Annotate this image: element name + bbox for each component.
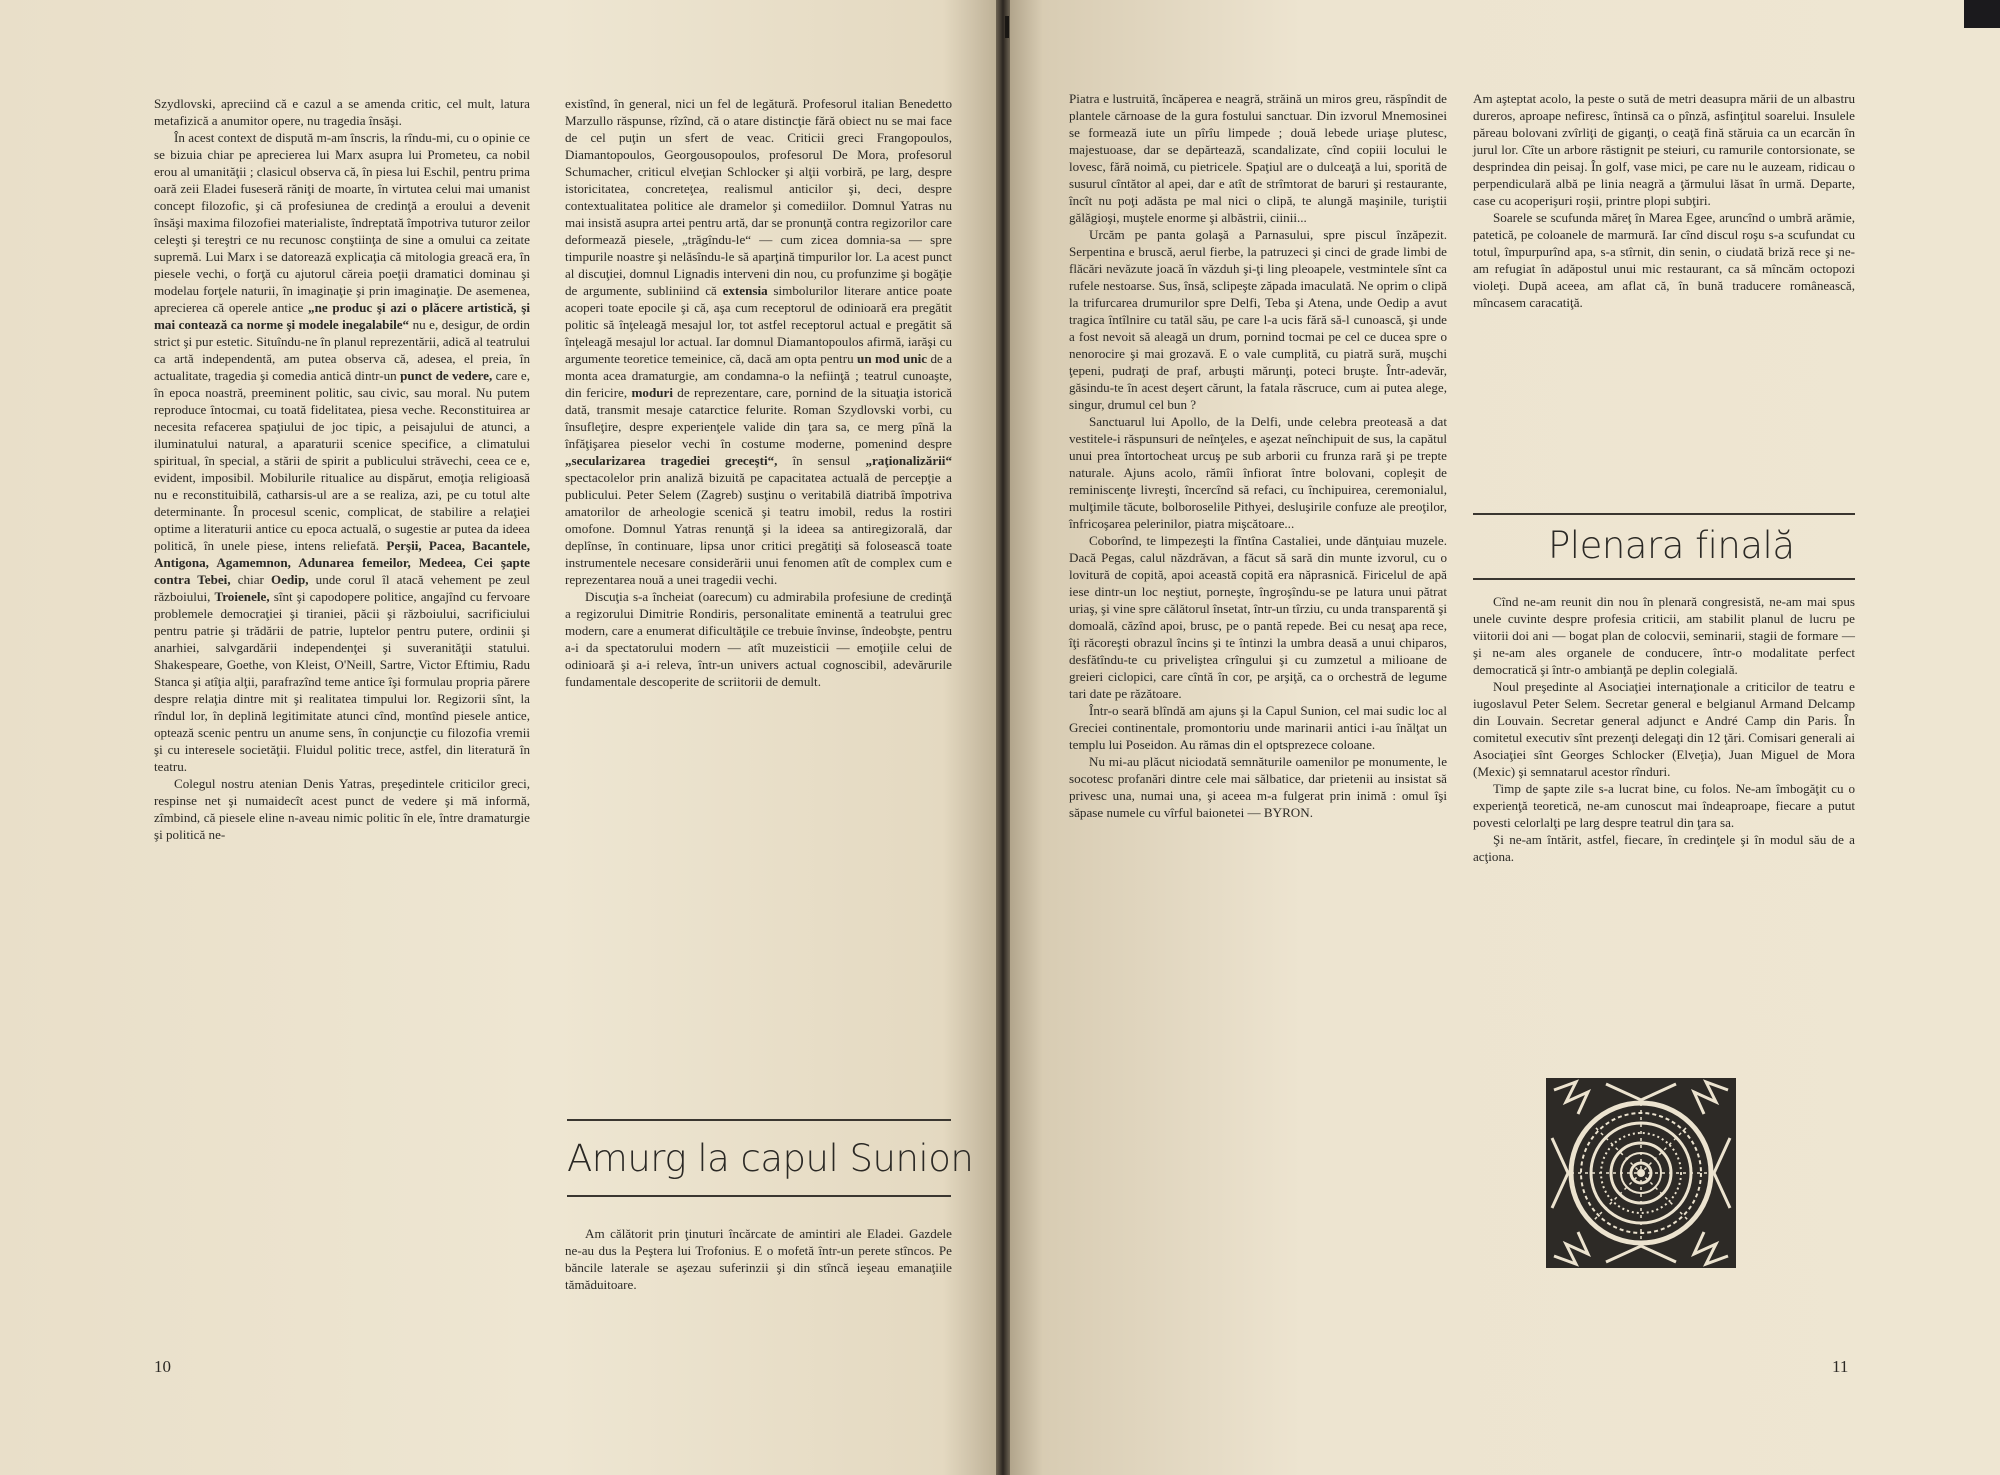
page-number-right: 11 — [1832, 1357, 1849, 1376]
text-run: nu e, desigur, de ordin strict şi pur estetic. Situîndu-ne în planul reprezentării, adică al teatrului ca artă independentă, am putea observa că, adesea, el preia, în actualitate, tragedia şi comedia antică dintr-un — [154, 317, 530, 383]
paragraph: Urcăm pe panta golaşă a Parnasului, spre piscul înzăpezit. Serpentina e bruscă, aerul fierbe, la patruzeci şi cinci de grade limbi de flăcări nevăzute joacă în văzduh şi-ţi ling pleoapele, vestmintele sînt ca rufele nestoarse. Sus, însă, sclipeşte zăpada imaculată. Ne oprim o clipă la trifurcarea drumurilor spre Delfi, Teba şi Atena, unde Oedip a avut tragica întîlnire cu tatăl său, pe care l-a ucis fără să-l cunoască, şi unde a fost nevoit să aleagă un drum, pornind tocmai pe cel ce ducea spre o nenorocire şi mai grozavă. E o vale cumplită, cu piatră sură, muşchi ţepeni, pudraţi de praf, arbuşti mărunţi, poteci bruşte. Într-adevăr, găsindu-te în acest deşert cărunt, la fatala răscruce, cum ai putea alege, singur, drumul cel bun ? — [1069, 227, 1447, 412]
section-heading-plenara: Plenara finală — [1548, 524, 1795, 567]
paragraph — [154, 129, 530, 775]
text-run: În acest context de dispută m-am înscris, la rîndu-mi, cu o opinie ce se bizuia chiar pe aprecierea lui Marx asupra lui Prometeu, ca nobil erou al umanităţii ; clasicul observa că, în piesa lui Eschil, pentru prima oară zeii Eladei fuseseră răniţi de moarte, în virtutea celui mai umanist concept filozofic, şi că profesiunea de credinţă a eroului a devenit însăşi maxima filozofiei materialiste, îndreptată împotriva tuturor zeilor celeşti şi tereştri ce nu recunosc conştiinţa de sine a omului ca zeitate supremă. Lui Marx i se datorează explicaţia că mitologia greacă era, în piesele vechi, o forţă cu ajutorul căreia poeţii dramatici dominau şi modelau forţele naturii, în imaginaţie şi prin imaginaţie. De asemenea, aprecierea că operele antice — [154, 130, 530, 315]
page-number-left: 10 — [154, 1357, 171, 1376]
text-run: în sensul — [792, 453, 851, 468]
right-column-2 — [1473, 90, 1855, 311]
bold-title: Troienele, — [214, 589, 270, 604]
book-binding — [996, 0, 1010, 1475]
paragraph — [565, 95, 952, 588]
paragraph: Am aşteptat acolo, la peste o sută de metri deasupra mării de un albastru dureros, aproape nefiresc, întinsă ca o pînză, asfinţitul soarelui. Insulele păreau bolovani zvîrliţi de giganţi, o ceaţă fină stăruia ca un ecarcăn în jurul lor. Cîte un arbore răstignit pe steiuri, cu ramurile contorsionate, se desprindea din peisaj. În golf, vase mici, pe care nu le auzeam, ridicau o perpendiculară albă pe linia neagră a ţărmului lăsat în urmă. Departe, case cu acoperişuri roşii, printre plopi subţiri. — [1473, 91, 1855, 208]
text-run: spectacolelor prin analiză bizuită pe capacitatea actuală de percepţie a publicului. Peter Selem (Zagreb) susţinu o veritabilă diatribă împotriva amatorilor de arheologie scenică şi teatru imobil, redus la rostiri omofone. Domnul Yatras renunţă şi la ideea sa antiregizorală, dar deplînse, în continuare, lipsa unor critici pregătiţi să folosească toate instrumentele necesare considerării unui fenomen atît de complex cum e reprezentarea nouă a unei tragedii vechi. — [565, 470, 952, 587]
text-run: sînt şi capodopere politice, angajînd cu fervoare problemele democraţiei şi tiraniei, păcii şi războiului, sacrificiului pentru patrie şi trădării de patrie, luptelor pentru putere, ordinii şi anarhiei, salvgardării independenţei şi suveranităţii statului. Shakespeare, Goethe, von Kleist, O'Neill, Sartre, Victor Eftimiu, Radu Stanca şi atîţia alţii, parafrazînd teme antice îşi formulau propria părere despre relaţia dintre mit şi realitatea timpului lor. Regizorii sînt, la rîndul lor, în deplină legitimitate atunci cînd, montînd piesele antice, optează scenic pentru un anume sens, în conjuncţie cu filozofia vremii şi cu interesele societăţii. Fluidul politic trece, astfel, din literatură în teatru. — [154, 589, 530, 774]
bold-titles: Perşii, Pacea, Bacantele, Antigona, Agamemnon, Adunarea femeilor, Medeea, Cei şapte contra Tebei, — [154, 538, 530, 587]
text-run: care e, în epoca noastră, preeminent politic, sau civic, sau moral. Nu putem reproduce întocmai, cu toată fidelitatea, piesa veche. Reconstituirea ar necesita refacerea spaţiului de joc tipic, a peisajului de atunci, a iluminatului natural, a aparaturii scenice specifice, a climatului spiritual, în special, a stării de spirit a publicului străvechi, ceea ce e, evident, imposibil. Mobilurile ritualice au dispărut, emoţia religioasă nu e reconstituibilă, catharsis-ul are a se realiza, azi, pe cu totul alte determinante. În procesul scenic, complicat, de stabilire a relaţiei optime a literaturii antice cu epoca actuală, o sugestie ar putea da ideea politică, în unele piese, intens reliefată. — [154, 368, 530, 553]
bold-quote: „ne produc şi azi o plăcere artistică, şi mai contează ca norme şi modele inegalabile“ — [154, 300, 530, 332]
paragraph: Noul preşedinte al Asociaţiei internaţionale a criticilor de teatru e iugoslavul Peter Selem. Secretar general e belgianul Armand Delcamp din Louvain. Secretar general adjunct e André Camp din Paris. În comitetul executiv sînt prezenţi delegaţi din 12 ţări. Comisari generali ai Asociaţiei sînt Georges Schlocker (Elveţia), Juan Miguel de Mora (Mexic) şi semnatarul acestor rînduri. — [1473, 679, 1855, 779]
text-run: existînd, în general, nici un fel de legătură. Profesorul italian Benedetto Marzullo răspunse, rîzînd, că o atare distincţie fără obiect nu se mai face de cel puţin un sfert de veac. Criticii greci Frangopoulos, Diamantopoulos, Georgousopoulos, profesorul De Mora, profesorul Schumacher, criticul elveţian Schlocker şi alţii vorbiră, pe larg, despre istoricitatea, concreteţea, realismul anticilor şi, deci, despre contextualitatea politice ale dramelor şi comediilor. Domnul Yatras nu mai insistă asupra artei pentru artă, dar se pronunţă contra regizorilor care deformează piesele, „trăgîndu-le“ — cum zicea domnia-sa — spre timpurile noastre şi nelăsîndu-le să aparţină timpurilor lor. La acest punct al discuţiei, domnul Lignadis interveni din nou, cu profunzime şi bogăţie de argumente, subliniind că — [565, 96, 952, 298]
paragraph: Sanctuarul lui Apollo, de la Delfi, unde celebra preoteasă a dat vestitele-i răspunsuri de neînţeles, e aşezat neînchipuit de sus, la capătul unui prea întortocheat urcuş pe sub arborii cu frunza rară şi pe trepte naturale. Ajuns acolo, rămîi înfiorat între bolovani, copleşit de reminiscenţe livreşti, încercînd să refaci, cu închipuirea, ceremonialul, mulţimile tăcute, bolboroselile Pithyei, desluşirile confuze ale preoţilor, înfricoşarea pelerinilor, piatra mişcătoare... — [1069, 414, 1447, 531]
bold-word: extensia — [722, 283, 768, 298]
paragraph: Colegul nostru atenian Denis Yatras, preşedintele criticilor greci, respinse net şi numaidecît acest punct de vedere şi mă informă, zîmbind, că piesele eline n-aveau nimic politic în ele, între dramaturgie şi politică ne- — [154, 776, 530, 842]
bold-title: Oedip, — [271, 572, 309, 587]
paragraph: Soarele se scufunda măreţ în Marea Egee, aruncînd o umbră arămie, patetică, pe coloanele de marmură. Iar cînd discul roşu s-a scufundat cu totul, împurpurînd apa, s-a stîrnit, din senin, o ciudată briză rece şi ne-am refugiat în adăpostul unui mic restaurant, ca să mîncăm octopozi violeţi. După aceea, am aflat că, în bună traducere românească, mîncasem caracatiţă. — [1473, 210, 1855, 310]
bold-word: moduri — [631, 385, 673, 400]
right-page — [1003, 0, 2000, 1475]
heading-rule-bottom — [1473, 578, 1855, 580]
text-run: simbolurilor literare antice poate acoperi toate epocile şi că, aşa cum receptorul de odinioară era pregătit politic să înţeleagă mesajul lor, tot astfel receptorul actual e pregătit să înţeleagă mesajul lor actual. Iar domnul Diamantopoulos afirmă, iarăşi cu argumente teoretice temeinice, că, dacă am opta pentru — [565, 283, 953, 366]
section-heading-amurg: Amurg la capul Sunion — [567, 1137, 974, 1180]
paragraph: Piatra e lustruită, încăperea e neagră, străină un miros greu, răspîndit de plantele cărnoase de la gura fostului sanctuar. Din izvorul Mnemosinei se formează iute un pîrîu limpede ; două lebede uriaşe plutesc, majestuoase, dar se depărtează, scandalizate, cînd copiii locului le lovesc, fără noimă, cu pietricele. Spaţiul are o dulceaţă a lui, sporită de susurul cîntător al apei, dar e atît de strîmtorat de baruri şi restaurante, încît nu poţi adăsta pe mal nici o clipă, te alungă maşinile, turiştii gălăgioşi, muştele enorme şi albăstrii, ciinii... — [1069, 91, 1447, 225]
binding-mark — [1005, 16, 1009, 38]
bold-phrase: un mod unic — [857, 351, 928, 366]
bold-phrase: „secularizarea tragediei greceşti“, — [565, 453, 778, 468]
greek-rosette-ornament-icon — [1546, 1078, 1736, 1268]
heading-rule-top — [1473, 513, 1855, 515]
paragraph: Discuţia s-a încheiat (oarecum) cu admirabila profesiune de credinţă a regizorului Dimitrie Rondiris, personalitate eminentă a teatrului grec modern, care a enumerat dificultăţile ce trebuie învinse, îndeobşte, pentru a-i da spectatorului modern — atît muzeisticii — emoţiile celui de odinioară şi a-i releva, într-un univers actual cognoscibil, adevărurile fundamentale descoperite de scriitorii de demult. — [565, 589, 952, 689]
paragraph: Cînd ne-am reunit din nou în plenară congresistă, ne-am mai spus unele cuvinte despre profesia criticii, am stabilit planul de lucru pe viitorii doi ani — bogat plan de colocvii, seminarii, stagii de formare — şi ne-am ales organele de conducere, într-o modalitate perfect democratică şi într-o ambianţă pe deplin colegială. — [1473, 594, 1855, 677]
paragraph: Am călătorit prin ţinuturi încărcate de amintiri ale Eladei. Gazdele ne-au dus la Peştera lui Trofonius. E o mofetă într-un perete stîncos. Pe băncile laterale se aşezau suferinzii şi din stîncă ieşeau emanaţiile tămăduitoare. — [565, 1226, 952, 1292]
paragraph: Szydlovski, apreciind că e cazul a se amenda critic, cel mult, latura metafizică a anumitor opere, nu tragedia însăşi. — [154, 96, 530, 128]
text-run: de a monta acea dramaturgie, am condamna-o la nefiinţă ; teatrul cunoaşte, din fericire, — [565, 351, 953, 400]
heading-rule-top — [567, 1119, 951, 1121]
paragraph: Într-o seară blîndă am ajuns şi la Capul Sunion, cel mai sudic loc al Greciei continentale, promontoriu unde marinarii antici i-au înălţat un templu lui Poseidon. Au rămas din el optsprezece coloane. — [1069, 703, 1447, 752]
right-column-1 — [1069, 90, 1447, 821]
text-run: chiar — [237, 572, 264, 587]
paragraph: Nu mi-au plăcut niciodată semnăturile oamenilor pe monumente, le socotesc profanări dintre cele mai sălbatice, dar prietenii au insistat să privesc una, numai una, şi aceea m-a fulgerat prin inimă : omul îşi săpase numele cu vîrful baionetei — BYRON. — [1069, 754, 1447, 820]
paragraph: Şi ne-am întărit, astfel, fiecare, în credinţele şi în modul său de a acţiona. — [1473, 832, 1855, 864]
paragraph: Timp de şapte zile s-a lucrat bine, cu folos. Ne-am îmbogăţit cu o experienţă teoretică, ne-am cunoscut mai îndeaproape, fiecare a putut povesti celorlalţi pe larg despre teatrul din ţara sa. — [1473, 781, 1855, 830]
text-run: de reprezentare, care, pornind de la situaţia istorică dată, transmit mesaje catarctice felurite. Roman Szydlovski vorbi, cu însufleţire, despre experienţele valide din ţara sa, ce merg pînă la înfăţişarea pieselor vechi în costume moderne, pomenind despre — [565, 385, 952, 451]
corner-tab — [1964, 0, 2000, 28]
bold-phrase: „raţionalizării“ — [865, 453, 952, 468]
text-run: unde corul îl atacă vehement pe zeul războiului, — [154, 572, 530, 604]
left-column-1 — [154, 95, 530, 843]
paragraph: Coborînd, te limpezeşti la fîntîna Castaliei, unde dănţuiau muzele. Dacă Pegas, calul năzdrăvan, a făcut să sară din munte izvorul, cu o lovitură de copită, apoi această copită era năprasnică. Firicelul de apă iese dintr-un loc neştiut, porneşte, îngroşîndu-se pe latura unui pătrat uriaş, şi vine spre călătorul însetat, într-un tîrziu, cu unda transparentă şi domoală, căzînd apoi, brusc, pe o pantă repede. Bei cu nesaţ apa rece, îţi răcoreşti obrazul încins şi te întinzi la umbra deasă a unui chiparos, desfătîndu-te cu priveliştea crîngului şi cu zumzetul a milioane de greieri ciclopici, care cîntă în cor, pe arşiţă, ca o orchestră de legume tari date pe răzătoare. — [1069, 533, 1447, 701]
bold-phrase: punct de vedere, — [400, 368, 493, 383]
left-column-2 — [565, 95, 952, 690]
heading-rule-bottom — [567, 1195, 951, 1197]
left-column-2-lower — [565, 1225, 952, 1293]
right-column-2-lower — [1473, 593, 1855, 865]
